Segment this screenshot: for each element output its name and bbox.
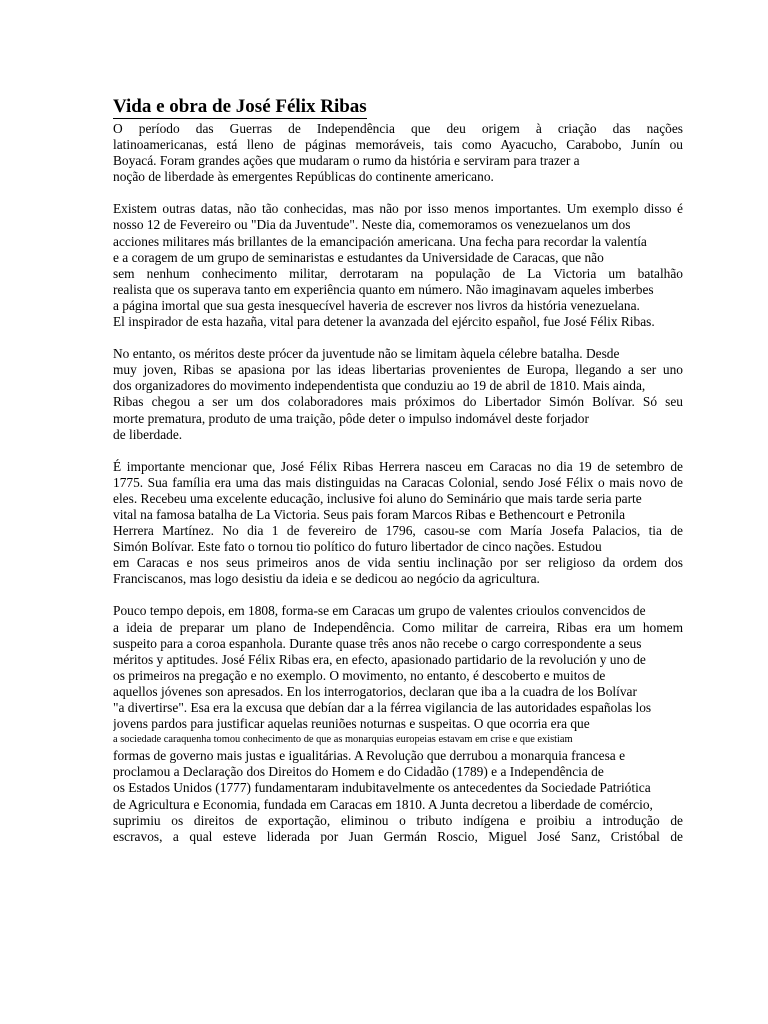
paragraph — [113, 121, 683, 185]
text-line: El inspirador de esta hazaña, vital para detener la avanzada del ejército español, fue José Félix Ribas. — [113, 314, 655, 330]
text-line: O período das Guerras de Independência que deu origem à criação das nações — [113, 121, 683, 136]
paragraph — [113, 346, 683, 443]
text-line: e a coragem de um grupo de seminaristas e estudantes da Universidade de Caracas, que não — [113, 249, 604, 265]
text-line: No entanto, os méritos deste prócer da juventude não se limitam àquela célebre batalha. Desde — [113, 346, 620, 362]
text-line: noção de liberdade às emergentes Repúblicas do continente americano. — [113, 169, 494, 185]
text-line: 1775. Sua família era uma das mais distinguidas na Caracas Colonial, sendo José Félix o mais novo de — [113, 474, 683, 490]
text-line: latinoamericanas, está lleno de páginas memoráveis, tais como Ayacucho, Carabobo, Junín ou — [113, 137, 683, 153]
text-line: jovens pardos para justificar aquelas reuniões noturnas e suspeitas. O que ocorria era que — [113, 716, 590, 732]
document-title: Vida e obra de José Félix Ribas — [113, 96, 367, 117]
text-line: dos organizadores do movimento independentista que conduziu ao 19 de abril de 1810. Mais ainda, — [113, 378, 646, 394]
text-line: Existem outras datas, não tão conhecidas, mas não por isso menos importantes. Um exemplo disso é — [113, 201, 683, 217]
text-line: em Caracas e nos seus primeiros anos de vida sentiu inclinação por ser religioso da ordem dos — [113, 555, 683, 571]
text-line: de Agricultura e Economia, fundada em Caracas em 1810. A Junta decretou a liberdade de comércio, — [113, 796, 653, 812]
text-line: Boyacá. Foram grandes ações que mudaram o rumo da história e serviram para trazer a — [113, 153, 580, 169]
text-line: a ideia de preparar um plano de Independência. Como militar de carreira, Ribas era um homem — [113, 619, 683, 635]
text-line: É importante mencionar que, José Félix Ribas Herrera nasceu em Caracas no dia 19 de setembro de — [113, 458, 683, 474]
text-line: escravos, a qual esteve liderada por Juan Germán Roscio, Miguel José Sanz, Cristóbal de — [113, 828, 683, 844]
paragraph — [113, 459, 683, 588]
document-page — [113, 96, 683, 861]
text-line: suprimiu os direitos de exportação, eliminou o tributo indígena e proibiu a introdução de — [113, 812, 683, 828]
text-line: Pouco tempo depois, em 1808, forma-se em Caracas um grupo de valentes crioulos convencidos de — [113, 603, 646, 619]
text-line: suspeito para a coroa espanhola. Durante quase três anos não recebe o cargo correspondente a seus — [113, 635, 642, 651]
text-line: Ribas chegou a ser um dos colaboradores mais próximos do Libertador Simón Bolívar. Só seu — [113, 394, 683, 410]
document-body — [113, 121, 683, 845]
text-line: de liberdade. — [113, 426, 183, 442]
text-line: vital na famosa batalha de La Victoria. Seus pais foram Marcos Ribas e Bethencourt e Petronila — [113, 506, 626, 522]
text-line: Herrera Martínez. No dia 1 de fevereiro de 1796, casou-se com María Josefa Palacios, tia de — [113, 523, 683, 539]
text-line: os primeiros na pregação e no exemplo. O movimento, no entanto, é descoberto e muitos de — [113, 667, 606, 683]
paragraph — [113, 201, 683, 330]
text-line: formas de governo mais justas e igualitárias. A Revolução que derrubou a monarquia francesa e — [113, 748, 626, 764]
paragraph — [113, 603, 683, 844]
text-line: proclamou a Declaração dos Direitos do Homem e do Cidadão (1789) e a Independência de — [113, 764, 604, 780]
text-line: "a divertirse". Esa era la excusa que debían dar a la férrea vigilancia de las autoridades españolas los — [113, 700, 652, 715]
text-line: a página imortal que sua gesta inesquecível haveria de escrever nos livros da história venezuelana. — [113, 297, 640, 313]
text-line: sem nenhum conhecimento militar, derrotaram na população de La Victoria um batalhão — [113, 265, 683, 281]
text-line: Simón Bolívar. Este fato o tornou tio político do futuro libertador de cinco nações. Estudou — [113, 539, 602, 555]
text-line: morte prematura, produto de uma traição, pôde deter o impulso indomável deste forjador — [113, 410, 589, 426]
text-line: realista que os superava tanto em experiência quanto em número. Não imaginavam aqueles imberbes — [113, 281, 654, 297]
text-line: méritos y aptitudes. José Félix Ribas era, en efecto, apasionado partidario de la revolución y uno de — [113, 651, 646, 667]
text-line: a sociedade caraquenha tomou conhecimento de que as monarquias europeias estavam em crise e que existiam — [113, 734, 573, 746]
text-line: nosso 12 de Fevereiro ou "Dia da Juventude". Neste dia, comemoramos os venezuelanos um dos — [113, 217, 631, 233]
text-line: Franciscanos, mas logo desistiu da ideia e se dedicou ao negócio da agricultura. — [113, 571, 540, 587]
text-line: eles. Recebeu uma excelente educação, inclusive foi aluno do Seminário que mais tarde seria parte — [113, 490, 642, 506]
text-line: os Estados Unidos (1777) fundamentaram indubitavelmente os antecedentes da Sociedade Patriótica — [113, 780, 651, 796]
text-line: aquellos jóvenes son apresados. En los interrogatorios, declaran que iba a la cuadra de los Bolívar — [113, 683, 637, 699]
text-line: muy joven, Ribas se apasiona por las ideas libertarias provenientes de Europa, llegando a ser uno — [113, 362, 683, 378]
text-line: acciones militares más brillantes de la emancipación americana. Una fecha para recordar la valentía — [113, 233, 647, 249]
